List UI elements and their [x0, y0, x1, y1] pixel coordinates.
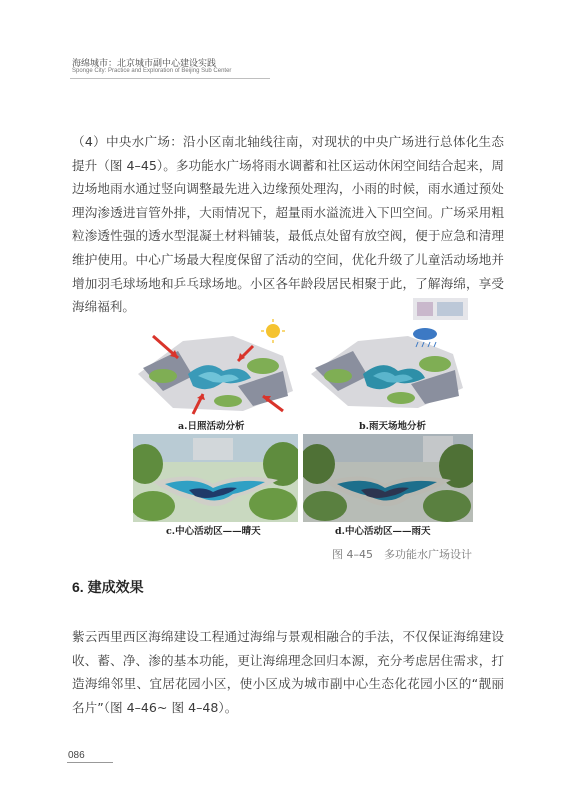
- running-header-title: 海绵城市：北京城市副中心建设实践: [72, 59, 217, 69]
- figure-caption: 图 4–45 多功能水广场设计: [332, 548, 472, 561]
- footer-rule: [67, 762, 113, 763]
- figure-4-45: [133, 296, 473, 536]
- section-heading: 6. 建成效果: [72, 579, 144, 595]
- panel-a-sun-analysis-diagram: [133, 316, 298, 416]
- body-paragraph-central-plaza: （4）中央水广场：沿小区南北轴线往南，对现状的中央广场进行总体化生态提升（图 4–45）。多功能水广场将雨水调蓄和社区运动休闲空间结合起来，周边场地雨水通过竖向调整最先进入边缘预处理沟，小雨的时候，雨水通过预处理沟渗透进盲管外排，大雨情况下，超量雨水溢流进入下凹空间。广场采用粗粒渗透性强的透水型混凝土材料铺装，最低点处留有放空阀，便于应急和清理维护使用。中心广场最大程度保留了活动的空间，优化升级了儿童活动场地并增加羽毛球场地和乒乓球场地。小区各年龄段居民相聚于此，了解海绵，享受海绵福利。: [72, 134, 504, 315]
- header-rule: [70, 78, 270, 79]
- panel-d-rainy-photo: [303, 434, 473, 522]
- sun-icon: [266, 324, 280, 338]
- panel-a-caption: a.日照活动分析: [178, 421, 245, 432]
- panel-c-sunny-photo: [133, 434, 298, 522]
- rain-cloud-icon: [413, 328, 437, 340]
- panel-d-caption: d.中心活动区——雨天: [335, 526, 431, 537]
- panel-b-rain-analysis-diagram: [303, 296, 473, 416]
- page-number: 086: [68, 750, 85, 761]
- panel-b-caption: b.雨天场地分析: [359, 421, 426, 432]
- body-paragraph-results: 紫云西里西区海绵建设工程通过海绵与景观相融合的手法，不仅保证海绵建设收、蓄、净、渗的基本功能，更让海绵理念回归本源，充分考虑居住需求，打造海绵邻里、宜居花园小区，使小区成为城市副中心生态化花园小区的“靓丽名片”（图 4–46~ 图 4–48）。: [72, 629, 504, 715]
- running-header-subtitle: Sponge City: Practice and Exploration of Beijing Sub Center: [72, 68, 232, 74]
- panel-c-caption: c.中心活动区——晴天: [166, 526, 261, 537]
